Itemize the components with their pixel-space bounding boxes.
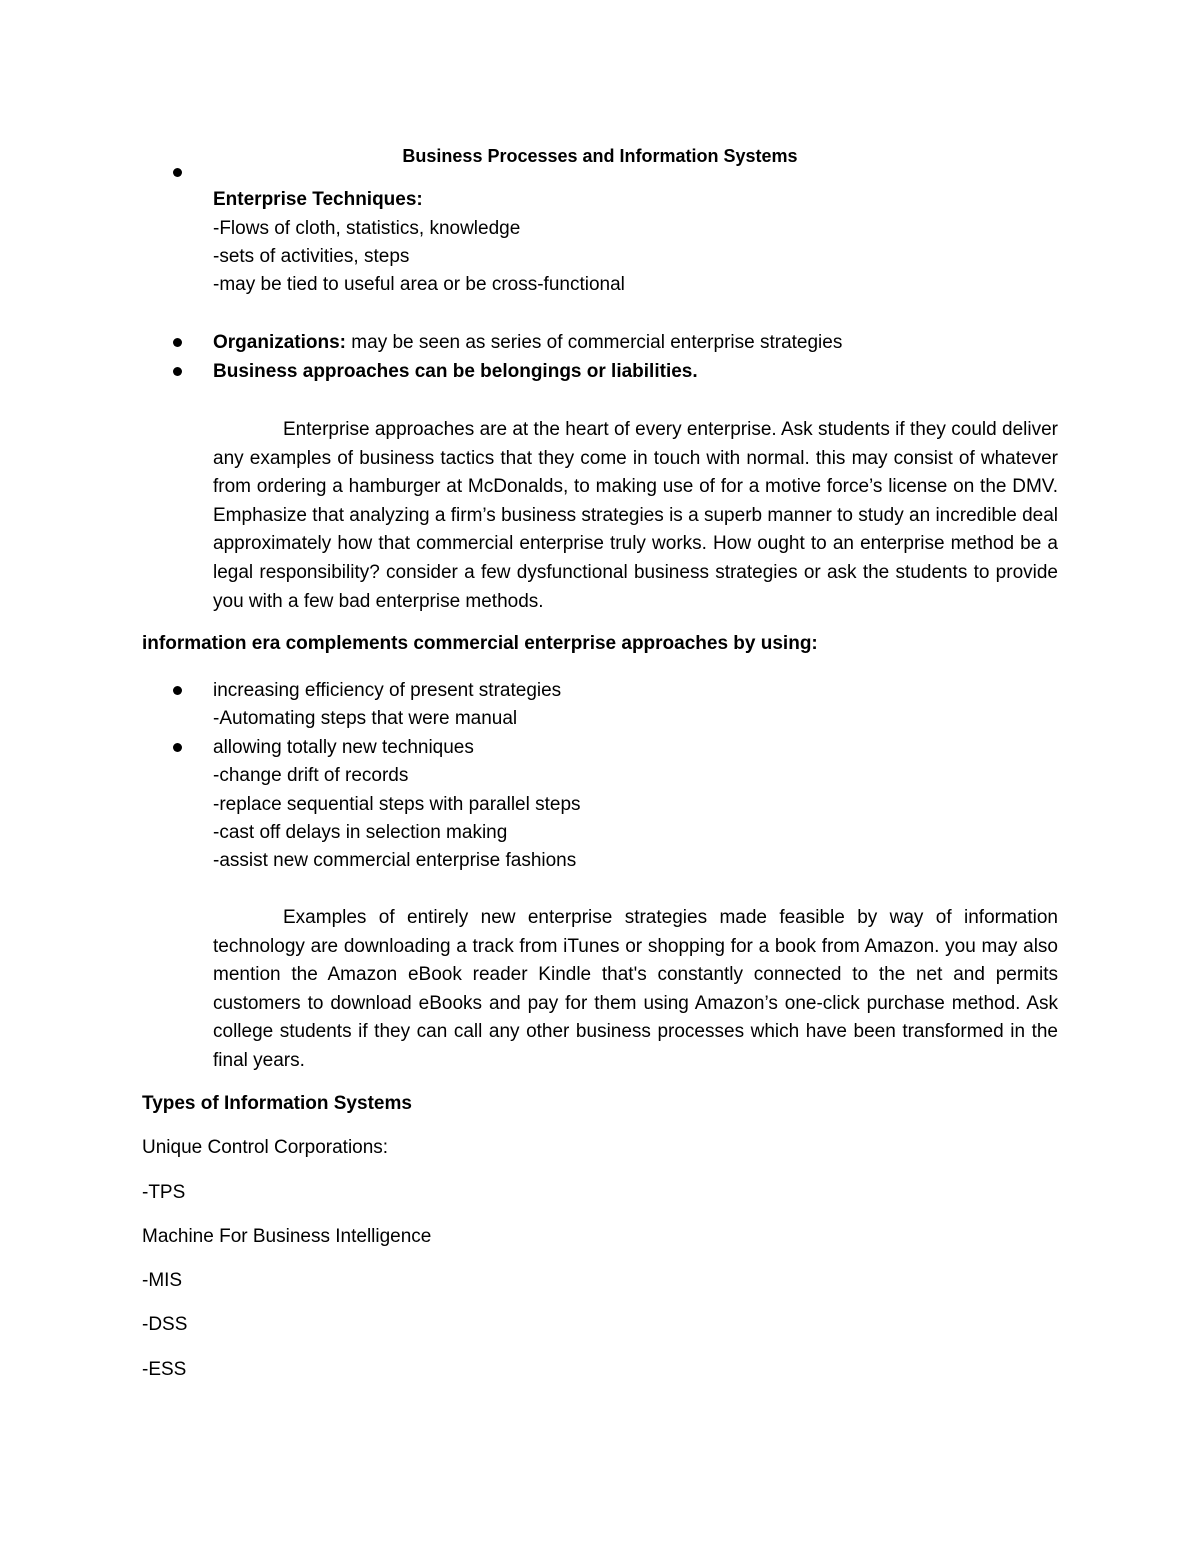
list-item-label: Enterprise Techniques: — [213, 189, 423, 210]
list-item — [213, 331, 842, 355]
paragraph-text: Enterprise approaches are at the heart of every enterprise. Ask students if they could deliver any examples of business tactics that they come in touch with normal. this may consist of whatever from ordering a hamburger at McDonalds, to making use of for a motive force’s license on the DMV. Emphasize that analyzing a firm’s business strategies is a superb manner to study an incredible deal approximately how that commercial enterprise truly works. How ought to an enterprise method be a legal responsibility? consider a few dysfunctional business strategies or ask the students to provide you with a few bad enterprise methods. — [213, 419, 1058, 612]
list-item-label: allowing totally new techniques — [213, 737, 474, 758]
type-item: -DSS — [142, 1314, 188, 1335]
list-subitem: -change drift of records — [213, 765, 409, 786]
bullet-icon — [173, 686, 182, 695]
list-item-label: Business approaches can be belongings or liabilities. — [213, 361, 698, 382]
document-title: Business Processes and Information Systems — [402, 146, 798, 166]
list-item-label: increasing efficiency of present strategies — [213, 680, 562, 701]
bullet-icon — [173, 743, 182, 752]
paragraph-text: Examples of entirely new enterprise strategies made feasible by way of information technology are downloading a track from iTunes or shopping for a book from Amazon. you may also mention the Amazon eBook reader Kindle that's constantly connected to the net and permits customers to download eBooks and pay for them using Amazon’s one-click purchase method. Ask college students if they can call any other business processes which have been transformed in the final years. — [213, 907, 1058, 1071]
section-heading: information era complements commercial enterprise approaches by using: — [142, 633, 818, 654]
bullet-icon — [173, 367, 182, 376]
list-subitem: -may be tied to useful area or be cross-functional — [213, 274, 625, 295]
paragraph — [213, 416, 1058, 616]
list-subitem: -Automating steps that were manual — [213, 708, 518, 729]
list-subitem: -assist new commercial enterprise fashions — [213, 850, 577, 871]
list-subitem: -cast off delays in selection making — [213, 822, 508, 843]
paragraph — [213, 904, 1058, 1076]
list-item-label: Organizations: — [213, 332, 347, 353]
list-subitem: -replace sequential steps with parallel steps — [213, 794, 581, 815]
type-item: -ESS — [142, 1359, 187, 1380]
bullet-icon — [173, 338, 182, 347]
type-group: Unique Control Corporations: — [142, 1137, 389, 1158]
list-subitem: -sets of activities, steps — [213, 246, 410, 267]
type-item: -TPS — [142, 1182, 186, 1203]
type-group: Machine For Business Intelligence — [142, 1226, 432, 1247]
list-item-text: may be seen as series of commercial enterprise strategies — [346, 332, 843, 353]
bullet-icon — [173, 168, 182, 177]
list-subitem: -Flows of cloth, statistics, knowledge — [213, 218, 521, 239]
section-heading: Types of Information Systems — [142, 1093, 412, 1114]
type-item: -MIS — [142, 1270, 183, 1291]
